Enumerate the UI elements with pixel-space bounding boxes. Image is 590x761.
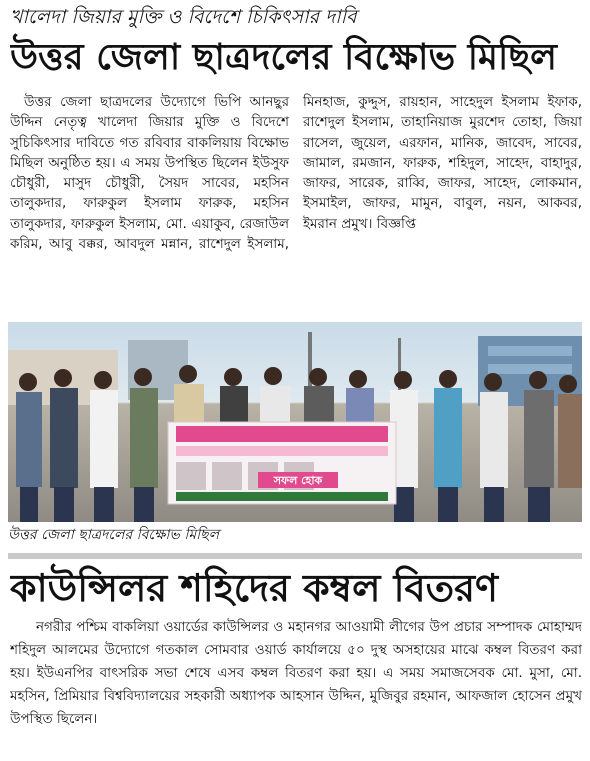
photo-caption: উত্তর জেলা ছাত্রদলের বিক্ষোভ মিছিল: [8, 527, 220, 543]
article1-headline: উত্তর জেলা ছাত্রদলের বিক্ষোভ মিছিল: [10, 37, 557, 78]
banner-text: সফল হোক: [273, 474, 323, 487]
section-divider: [8, 553, 582, 559]
article1-kicker: খালেদা জিয়ার মুক্তি ও বিদেশে চিকিৎসার দাবি: [10, 6, 357, 28]
article2-body: নগরীর পশ্চিম বাকলিয়া ওয়ার্ডের কাউন্সিলর ও মহানগর আওয়ামী লীগের উপ প্রচার সম্পাদক মোহাম্মদ শহিদুল আলমের উদ্যোগে গতকাল সোমবার ওয়ার্ড কার্যালয়ে ৫০ দুস্থ অসহায়ের মাঝে কম্বল বিতরণ করা হয়। ইউএনপির বাৎসরিক সভা শেষে এসব কম্বল বিতরণ করা হয়। এ সময় সমাজসেবক মো. মুসা, মো. মহসিন, প্রিমিয়ার বিশ্ববিদ্যালয়ের সহকারী অধ্যাপক আহসান উদ্দিন, মুজিবুর রহমান, আফজাল হোসেন প্রমুখ উপস্থিত ছিলেন।: [10, 619, 582, 727]
rally-photo: [8, 322, 582, 522]
article2-headline: কাউন্সিলর শহিদের কম্বল বিতরণ: [10, 566, 499, 610]
article1-body: উত্তর জেলা ছাত্রদলের উদ্যোগে ভিপি আনছুর উদ্দিন নেতৃত্ব খালেদা জিয়ার মুক্তি ও বিদেশে সুচিকিৎসার দাবিতে গত রবিবার বাকলিয়ায় বিক্ষোভ মিছিল অনুষ্ঠিত হয়। এ সময় উপস্থিত ছিলেন ইউসুফ চৌধুরী, মাসুদ চৌধুরী, সৈয়দ সাবের, মহসিন তালুকদার, ফারুকুল ইসলাম ফারুক, মহসিন তালুকদার, ফারুকুল ইসলাম, মো. এয়াকুব, রেজাউল করিম, আবু বক্কর, আবদুল মন্নান, রাশেদুল ইসলাম, মিনহাজ, কুদ্দুস, রায়হান, সাহেদুল ইসলাম ইফাক, রাশেদুল ইসলাম, তাহানিয়াজ মুরশেদ তোহা, জিয়া রাসেল, জুয়েল, এরফান, মানিক, জাবেদ, সাবের, জামাল, রমজান, ফারুক, শহিদুল, সাহেদ, বাহাদুর, জাফর, সারেক, রাব্বি, জাফর, সাহেদ, লোকমান, ইসমাইল, জাফর, মামুন, বাবুল, নয়ন, আকবর, ইমরান প্রমুখ। বিজ্ঞপ্তি: [10, 94, 582, 253]
rally-photo-illustration: [8, 322, 582, 522]
